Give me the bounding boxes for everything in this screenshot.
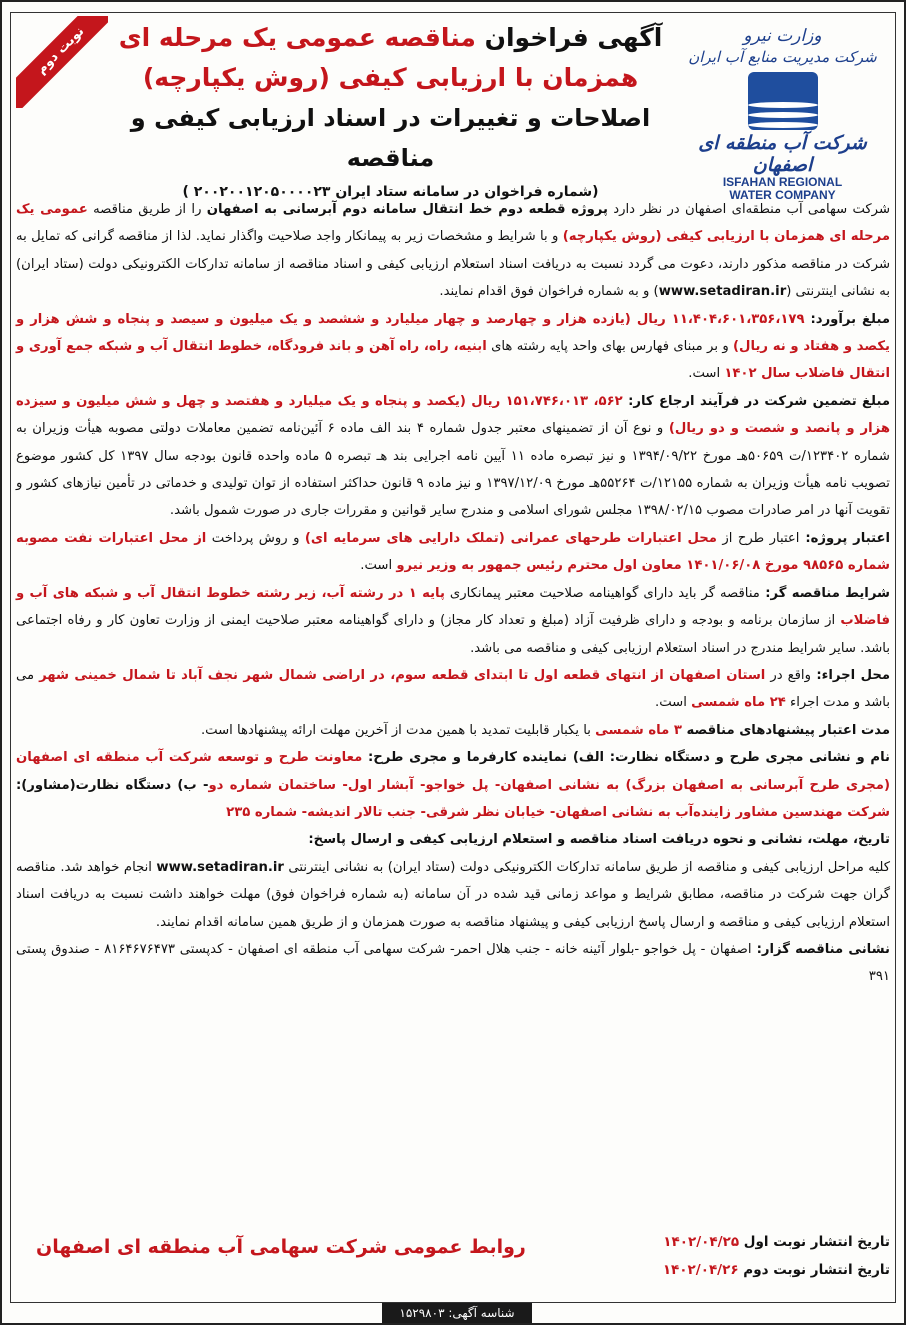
wave-line: [748, 122, 818, 128]
location-label: محل اجراء:: [810, 667, 891, 683]
guarantee-paragraph: [16, 388, 890, 525]
title-line-2: همزمان با ارزیابی کیفی (روش یکپارچه): [142, 63, 639, 92]
supervision-label: نام و نشانی مجری طرح و دستگاه نظارت: الف) نماینده کارفرما و مجری طرح:: [362, 750, 890, 766]
title-block: [112, 18, 669, 206]
location-text: است.: [655, 695, 692, 711]
address-paragraph: [16, 936, 890, 991]
management-company-name: شرکت مدیریت منابع آب ایران: [688, 48, 877, 66]
ministry-name: وزارت نیرو: [743, 26, 822, 46]
guarantee-text: و نوع آن از تضمینهای معتبر جدول شماره ۴ بند الف ماده ۶ آئین‌نامه تضمین معاملات دولتی مصوبه هیأت وزیران به شماره ۱۲۳۴۰۲/ت ۵۰۶۵۹هـ مورخ ۱۳۹۴/۰۹/۲۲ و نیز تبصره ماده ۱۱ آیین نامه اجرایی بند هـ تبصره ۵ ماده واحده قانون بودجه سال ۱۳۹۷ کل کشور موضوع تصویب نامه هیأت وزیران به شماره ۱۲۱۵۵/ت ۵۵۲۶۴هـ مورخ ۱۳۹۷/۱۲/۰۹ و نیز ماده ۹ قانون حداکثر استفاده از توان تولیدی و خدماتی در تأمین نیازهای کشور و تقویت آنها در امر صادرات مصوب ۱۳۹۸/۰۲/۱۵ مجلس شورای اسلامی و مندرج سایر قوانین و مقررات جاری در صورت شمول باشد.: [16, 421, 890, 519]
ad-footer: [16, 1228, 890, 1286]
tender-number: (شماره فراخوان در سامانه ستاد ایران ۲۰۰۲۰۰۱۲۰۵۰۰۰۰۲۳ ): [182, 184, 599, 200]
pub-date-value: ۱۴۰۲/۰۴/۲۶: [662, 1262, 739, 1278]
publication-dates: [663, 1228, 890, 1284]
company-logo: [675, 26, 890, 202]
location-value: استان اصفهان از انتهای قطعه اول تا ابتدای قطعه سوم، در اراضی شمال شهر نجف آباد تا شمال خمینی شهر: [39, 667, 766, 683]
wave-line: [748, 102, 818, 108]
company-name-fa: شرکت آب منطقه ای اصفهان: [698, 132, 867, 176]
address-value: اصفهان - پل خواجو -بلوار آئینه خانه - جنب هلال احمر- شرکت سهامی آب منطقه ای اصفهان - کدپستی ۸۱۶۴۶۷۶۴۷۳ - صندوق پستی ۳۹۱: [16, 941, 890, 985]
guarantee-value: ۵۶۲، ۱۵۱،۷۴۶،۰۱۳ ریال (یکصد و پنجاه و یک میلیارد و هفتصد و چهل و شش میلیون و سیزده هزار و پانصد و شصت و دو ریال): [16, 393, 891, 437]
intro-text: ) و به شماره فراخوان فوق اقدام نمایند.: [439, 284, 659, 300]
location-paragraph: [16, 662, 890, 717]
location-text: می باشد و مدت اجراء: [16, 667, 890, 711]
credit-label: اعتبار پروژه:: [799, 530, 891, 546]
intro-paragraph: [16, 196, 890, 306]
water-drop-icon: [748, 72, 818, 130]
schedule-text: کلیه مراحل ارزیابی کیفی و مناقصه از طریق سامانه تدارکات الکترونیکی دولت (ستاد ایران) به نشانی اینترنتی: [283, 859, 890, 875]
ad-id-badge: شناسه آگهی: ۱۵۲۹۸۰۳: [382, 1303, 532, 1323]
intro-text: و با شرایط و مشخصات زیر به پیمانکار واجد صلاحیت واگذار نماید. لذا از مناقصه گرانی که تمایل به شرکت در مناقصه مذکور دارند، دعوت می گردد نسبت به دریافت اسناد استعلام ارزیابی کیفی و اسناد مناقصه از سامانه تدارکات الکترونیکی دولت (ستاد ایران) به نشانی اینترنتی (: [16, 229, 890, 300]
pub-date-value: ۱۴۰۲/۰۴/۲۵: [663, 1234, 740, 1250]
title-line-3: اصلاحات و تغییرات در اسناد ارزیابی کیفی و مناقصه: [130, 104, 651, 172]
title-part-1: آگهی فراخوان: [475, 23, 663, 52]
schedule-heading: تاریخ، مهلت، نشانی و نحوه دریافت اسناد مناقصه و استعلام ارزیابی کیفی و ارسال پاسخ:: [308, 832, 890, 848]
validity-text: با یکبار قابلیت تمدید با همین مدت از آخرین مهلت ارائه پیشنهادها است.: [200, 722, 596, 738]
conditions-text: از سازمان برنامه و بودجه و دارای ظرفیت آزاد (مبلغ و تعداد کار مجاز) و دارای گواهینامه معتبر صلاحیت ایمنی از وزارت تعاون کار و رفاه اجتماعی باشد. سایر شرایط مندرج در اسناد استعلام ارزیابی کیفی و مناقصه می باشد.: [16, 613, 890, 656]
estimate-text: و بر مبنای فهارس بهای واحد پایه رشته های: [486, 339, 734, 355]
estimate-value: ۱۱،۴۰۴،۶۰۱،۳۵۶،۱۷۹ ریال (یازده هزار و چهارصد و چهار میلیارد و ششصد و یک میلیون و سیصد و پنجاه و شش هزار و یکصد و هفتاد و نه ریال): [16, 311, 890, 355]
ad-body: [16, 196, 890, 991]
publication-date-2: [663, 1256, 890, 1284]
website-link[interactable]: www.setadiran.ir: [156, 859, 284, 875]
supervision-paragraph: [16, 744, 890, 826]
credit-payment: از محل اعتبارات نفت مصوبه شماره ۹۸۵۶۵ مورخ ۱۴۰۱/۰۶/۰۸ معاون اول محترم رئیس جمهور به وزیر نیرو: [16, 530, 890, 574]
location-duration: ۲۴ ماه شمسی: [691, 695, 786, 711]
credit-text: اعتبار طرح از: [716, 530, 800, 546]
ad-header: [12, 16, 894, 202]
pub-date-label: تاریخ انتشار نوبت دوم: [738, 1262, 890, 1278]
website-link[interactable]: www.setadiran.ir: [658, 284, 787, 300]
turn-badge: [16, 16, 108, 108]
schedule-text: انجام خواهد شد. مناقصه گران جهت شرکت در مناقصه، مطابق شرایط و مواعد زمانی قید شده در آن سامانه (به شماره فراخوان فوق) مهلت خواهند داشت نسبت به دریافت اسناد استعلام ارزیابی کیفی و مناقصه و ارسال پاسخ ارزیابی کیفی و پیشنهاد مناقصه به صورت همزمان و از طریق همین سامانه اقدام نمایند.: [16, 859, 890, 930]
company-name-en-1: ISFAHAN REGIONAL: [722, 175, 843, 189]
pub-date-label: تاریخ انتشار نوبت اول: [739, 1234, 890, 1250]
public-relations-signature: روابط عمومی شرکت سهامی آب منطقه ای اصفهان: [36, 1236, 526, 1258]
address-label: نشانی مناقصه گزار:: [751, 941, 890, 957]
publication-date-1: [663, 1228, 890, 1256]
credit-paragraph: [16, 525, 890, 580]
conditions-paragraph: [16, 580, 890, 662]
guarantee-label: مبلغ تضمین شرکت در فرآیند ارجاع کار:: [622, 393, 890, 409]
supervision-consultant-label: - ب) دستگاه نظارت(مشاور):: [16, 777, 209, 793]
tender-type: عمومی یک مرحله ای همزمان با ارزیابی کیفی (روش یکپارچه): [16, 202, 890, 245]
validity-paragraph: [16, 717, 890, 744]
project-name: پروژه قطعه دوم خط انتقال سامانه دوم آبرسانی به اصفهان: [206, 202, 608, 217]
title-part-2: مناقصه عمومی یک مرحله ای: [118, 23, 476, 52]
schedule-paragraph: [16, 854, 890, 936]
intro-text: را از طریق مناقصه: [87, 202, 207, 217]
conditions-text: مناقصه گر باید دارای گواهینامه صلاحیت معتبر پیمانکاری: [444, 585, 760, 601]
estimate-paragraph: [16, 306, 890, 388]
conditions-label: شرایط مناقصه گر:: [759, 585, 890, 601]
validity-label: مدت اعتبار پیشنهادهای مناقصه: [681, 722, 890, 738]
location-text: واقع در: [765, 667, 811, 683]
estimate-label: مبلغ برآورد:: [804, 311, 890, 327]
credit-source: محل اعتبارات طرحهای عمرانی (تملک دارایی های سرمایه ای): [304, 530, 717, 546]
wave-line: [748, 112, 818, 118]
estimate-fields: ابنیه، راه، راه آهن و باند فرودگاه، خطوط انتقال آب و شبکه جمع آوری و انتقال فاضلاب سال ۱۴۰۲: [16, 339, 890, 382]
credit-text: و روش پرداخت: [206, 530, 305, 546]
intro-text: شرکت سهامی آب منطقه‌ای اصفهان در نظر دارد: [607, 202, 890, 217]
company-name-en-2: WATER COMPANY: [729, 188, 836, 202]
validity-value: ۳ ماه شمسی: [595, 722, 682, 738]
credit-text: است.: [360, 558, 397, 574]
title-line-1: [112, 18, 669, 58]
supervision-employer: معاونت طرح و توسعه شرکت آب منطقه ای اصفهان (مجری طرح آبرسانی به اصفهان بزرگ) به نشانی اصفهان- پل خواجو- آبشار اول- ساختمان شماره دو: [16, 750, 890, 793]
estimate-text: است.: [688, 366, 725, 382]
turn-ribbon-label: نوبت دوم: [16, 16, 108, 108]
supervision-consultant: شرکت مهندسین مشاور زاینده‌آب به نشانی اصفهان- خیابان نظر شرقی- جنب تالار اندیشه- شماره ۲۳۵: [226, 804, 890, 820]
conditions-grade: پایه ۱ در رشته آب، زیر رشته خطوط انتقال آب و شبکه های آب و فاضلاب: [16, 585, 890, 629]
